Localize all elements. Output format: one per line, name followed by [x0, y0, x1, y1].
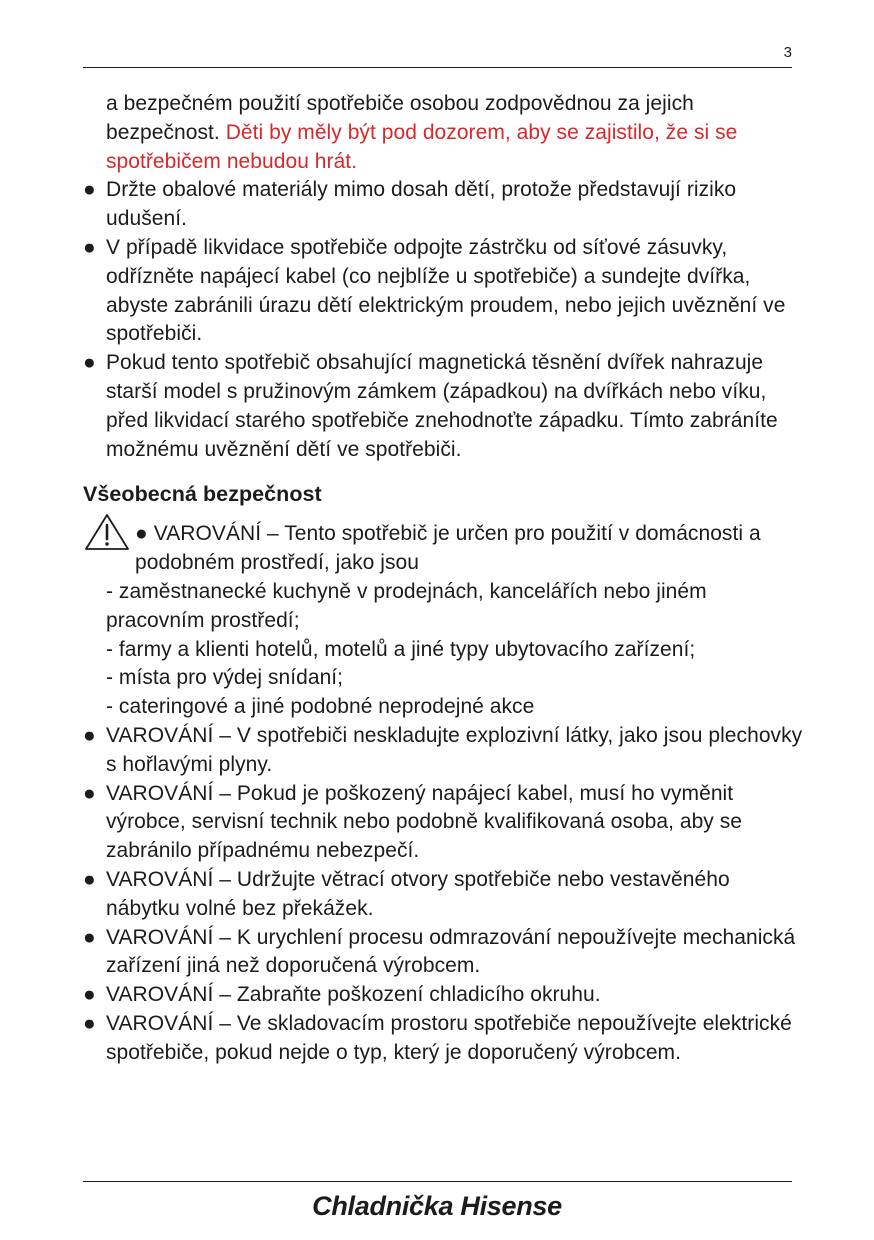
- list-item-text: VAROVÁNÍ – Ve skladovacím prostoru spotřebiče nepoužívejte elektrické spotřebiče, pokud nejde o typ, který je doporučený výrobcem.: [106, 1011, 792, 1064]
- page-content: [83, 90, 803, 1068]
- list-item: [83, 234, 803, 349]
- sub-item: - místa pro výdej snídaní;: [106, 666, 344, 690]
- bullet-icon: ●: [83, 723, 96, 747]
- list-item-text: VAROVÁNÍ – V spotřebiči neskladujte explozivní látky, jako jsou plechovky s hořlavými plyny.: [106, 723, 803, 776]
- list-item-text: VAROVÁNÍ – Zabraňte poškození chladicího okruhu.: [106, 983, 601, 1007]
- warnings-list: [83, 722, 803, 1068]
- list-item: [83, 924, 803, 982]
- list-item: [83, 722, 803, 780]
- general-safety-block: [83, 520, 803, 722]
- bullet-icon: ●: [135, 522, 148, 546]
- bullet-icon: ●: [83, 925, 96, 949]
- bullet-icon: ●: [83, 983, 96, 1007]
- list-item-text: Pokud tento spotřebič obsahující magnetická těsnění dvířek nahrazuje starší model s pružinovým zámkem (západkou) na dvířkách nebo víku, před likvidací starého spotřebiče znehodnoťte západku. Tímto zabráníte možnému uvěznění dětí ve spotřebiči.: [106, 351, 778, 461]
- list-item: [83, 1010, 803, 1068]
- intro-text: a bezpečném použití spotřebiče osobou zodpovědnou za jejich bezpečnost.: [106, 92, 694, 144]
- bullet-icon: ●: [83, 1011, 96, 1035]
- list-item: [83, 780, 803, 866]
- first-warning-text: VAROVÁNÍ – Tento spotřebič je určen pro použití v domácnosti a podobném prostředí, jako jsou: [135, 522, 761, 575]
- first-warning: [83, 520, 803, 578]
- bullet-icon: ●: [83, 867, 96, 891]
- list-item-text: VAROVÁNÍ – K urychlení procesu odmrazování nepoužívejte mechanická zařízení jiná než doporučená výrobcem.: [106, 925, 796, 978]
- list-item-text: V případě likvidace spotřebiče odpojte zástrčku od síťové zásuvky, odřízněte napájecí kabel (co nejblíže u spotřebiče) a sundejte dvířka, abyste zabránili úrazu dětí elektrickým proudem, nebo jejich uvěznění ve spotřebiči.: [106, 235, 786, 346]
- bullet-icon: ●: [83, 781, 96, 805]
- bullet-icon: ●: [83, 351, 96, 375]
- list-item-text: Držte obalové materiály mimo dosah dětí, protože představují riziko udušení.: [106, 178, 737, 231]
- child-safety-list: [83, 176, 803, 464]
- section-title: Všeobecná bezpečnost: [83, 482, 322, 507]
- bullet-icon: ●: [83, 235, 96, 259]
- sub-item: - zaměstnanecké kuchyně v prodejnách, kancelářích nebo jiném pracovním prostředí;: [106, 579, 707, 632]
- child-supervision-warning: Děti by měly být pod dozorem, aby se zajistilo, že si se spotřebičem nebudou hrát.: [106, 120, 738, 173]
- list-item: [83, 176, 803, 234]
- list-item: [83, 981, 803, 1010]
- footer-title: Chladnička Hisense: [312, 1191, 562, 1221]
- warning-triangle-icon: [83, 512, 131, 552]
- sub-item: - farmy a klienti hotelů, motelů a jiné typy ubytovacího zařízení;: [106, 637, 696, 661]
- page-number: 3: [783, 44, 792, 61]
- list-item: [83, 349, 803, 464]
- bullet-icon: ●: [83, 178, 96, 202]
- list-item-text: VAROVÁNÍ – Pokud je poškozený napájecí kabel, musí ho vyměnit výrobce, servisní technik nebo podobně kvalifikovaná osoba, aby se zabránilo případnému nebezpečí.: [106, 781, 743, 863]
- list-item-text: VAROVÁNÍ – Udržujte větrací otvory spotřebiče nebo vestavěného nábytku volné bez překážek.: [106, 867, 730, 920]
- header-rule: [83, 67, 792, 68]
- sub-item: - cateringové a jiné podobné neprodejné akce: [106, 695, 535, 719]
- footer-rule: [83, 1181, 792, 1182]
- list-item: [83, 866, 803, 924]
- intro-paragraph: [83, 90, 803, 176]
